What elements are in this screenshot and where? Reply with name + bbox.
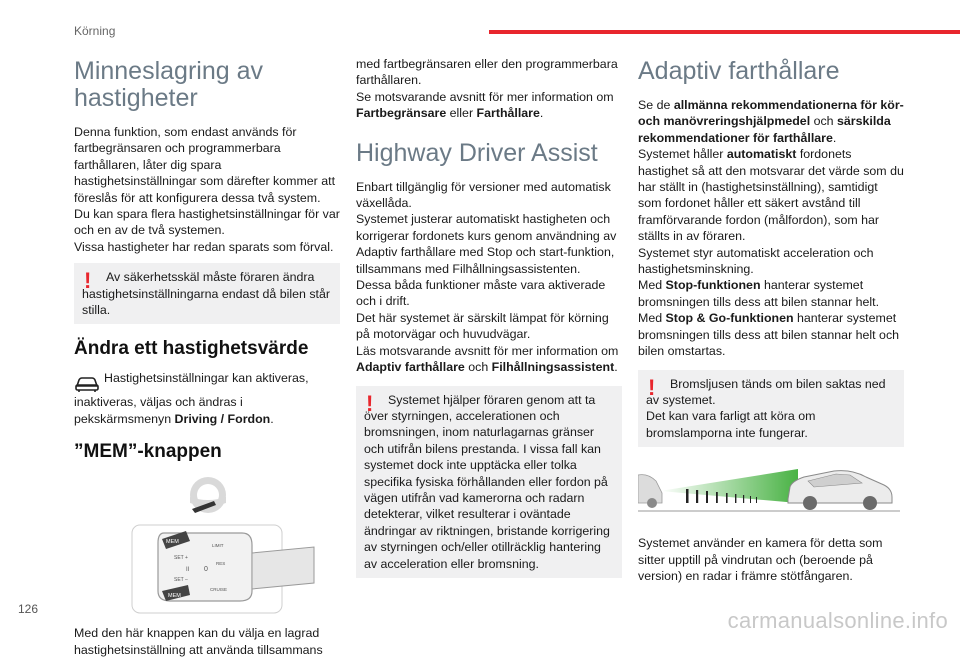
page-number: 126 — [18, 602, 39, 616]
target-car-icon — [788, 471, 892, 510]
cruise-stalk-icon — [132, 525, 314, 613]
svg-text:MEM: MEM — [166, 539, 179, 546]
warning-box — [356, 386, 622, 578]
paragraph: Det här systemet är särskilt lämpat för körning på motorvägar och huvudvägar. — [356, 310, 609, 342]
svg-text:0: 0 — [204, 566, 208, 574]
svg-text:SET +: SET + — [174, 555, 188, 562]
steering-wheel-icon — [190, 477, 226, 513]
paragraph: med fartbegränsaren eller den programmerbara farthållaren. — [356, 57, 618, 88]
warning-box — [74, 263, 340, 324]
heading-mem-knappen: ”MEM”-knappen — [74, 441, 222, 463]
heading-adaptiv-farthallare: Adaptiv farthållare — [638, 57, 840, 85]
svg-text:II: II — [186, 567, 190, 574]
warning-icon: ! — [366, 390, 374, 416]
svg-text:MEM: MEM — [168, 593, 181, 600]
paragraph-change: Hastighetsinställningar kan aktiveras, inaktiveras, väljas och ändras i pekskärmsmenyn Driving / Fordon. — [74, 371, 309, 426]
warning-text: Av säkerhetsskäl måste föraren ändra hastighetsinställningarna endast då bilen står stilla. — [82, 270, 330, 318]
heading-minneslagring: Minneslagring av hastigheter — [74, 57, 263, 112]
car-icon — [74, 372, 100, 394]
svg-text:LIMIT: LIMIT — [212, 543, 224, 549]
paragraph: Vissa hastigheter har redan sparats som förval. — [74, 239, 334, 254]
svg-text:RES: RES — [216, 561, 226, 567]
column-1 — [74, 52, 340, 658]
svg-text:SET –: SET – — [174, 577, 188, 584]
column-2 — [356, 56, 622, 578]
paragraph: Systemet håller automatiskt fordonets hastighet så att den motsvarar det värde som du har ställt in (hastighetsinställning), samtidigt som fordonet håller ett säkert avstånd till framförvarande fordon (målfordon), som har ställts in av föraren. — [638, 147, 904, 244]
paragraph: Med den här knappen kan du välja en lagrad hastighetsinställning att använda tillsammans — [74, 626, 323, 657]
adaptive-cruise-illustration — [638, 459, 904, 517]
paragraph: Du kan spara flera hastighetsinställningar för var och en av de två systemen. — [74, 207, 340, 238]
section-title: Körning — [74, 24, 116, 38]
warning-icon: ! — [648, 374, 656, 400]
mem-stalk-illustration — [74, 473, 340, 615]
paragraph-recommendations: Se de allmänna rekommendationerna för kör- och manövreringshjälpmedel och särskilda rekommendationer för farthållare. — [638, 98, 904, 145]
paragraph-see-also: Läs motsvarande avsnitt för mer information om Adaptiv farthållare och Filhållningsassistent. — [356, 343, 619, 375]
paragraph: Systemet styr automatiskt acceleration och hastighetsminskning. — [638, 245, 874, 277]
radar-beam — [660, 469, 798, 503]
paragraph: Enbart tillgänglig för versioner med automatisk växellåda. — [356, 179, 611, 211]
warning-text: Det kan vara farligt att köra om bromslamporna inte fungerar. — [646, 409, 816, 440]
paragraph: Med Stop-funktionen hanterar systemet bromsningen tills dess att bilen stannar helt. — [638, 278, 880, 309]
watermark: carmanualsonline.info — [727, 608, 948, 633]
header-accent-bar — [489, 30, 960, 34]
warning-text: Bromsljusen tänds om bilen saktas ned av systemet. — [646, 376, 886, 407]
own-car-icon — [638, 475, 662, 508]
paragraph: Denna funktion, som endast används för fartbegränsaren och programmerbara farthållaren, låter dig spara hastighetsinställningar som därefter kommer att föreslås för att konfigurera dessa två system. — [74, 125, 336, 205]
paragraph: Med Stop & Go-funktionen hanterar systemet bromsningen tills dess att bilen stannar helt och bilen omstartas. — [638, 311, 900, 359]
warning-box — [638, 370, 904, 448]
column-3 — [638, 52, 904, 584]
warning-text: Systemet hjälper föraren genom att ta över styrningen, accelerationen och bromsningen, inom naturlagarnas gränser och utifrån bilens prestanda. I vissa fall kan systemet dock inte upptäcka eller tolka specifika fysiska förhållanden eller fordon på vägen utifrån vad kamerorna och radarn detekterar, vilket resulterar i oväntade ändringar av riktningen, bristande korrigering av styrningen och/eller otillräcklig hantering av acceleration eller bromsning. — [364, 392, 610, 571]
heading-highway-driver-assist: Highway Driver Assist — [356, 138, 598, 167]
paragraph-see-also: Se motsvarande avsnitt för mer information om Fartbegränsare eller Farthållare. — [356, 89, 614, 121]
paragraph: Dessa båda funktioner måste vara aktiverade och i drift. — [356, 278, 606, 309]
warning-icon: ! — [84, 268, 92, 294]
paragraph: Systemet justerar automatiskt hastigheten och korrigerar fordonets kurs genom användning av Adaptiv farthållare med Stop och start-funktion, tillsammans med Filhållningsassistenten. — [356, 212, 617, 276]
heading-andra-hastighetsvarde: Ändra ett hastighetsvärde — [74, 338, 309, 360]
svg-text:CRUISE: CRUISE — [210, 587, 228, 593]
paragraph: Systemet använder en kamera för detta som sitter upptill på vindrutan och (beroende på version) en radar i främre stötfångaren. — [638, 536, 883, 583]
